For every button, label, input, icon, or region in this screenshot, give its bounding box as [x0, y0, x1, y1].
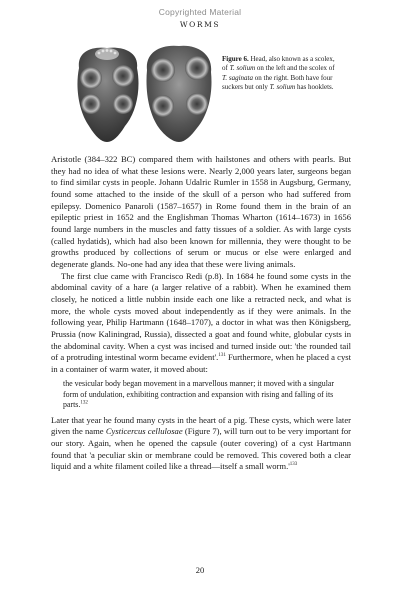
paragraph-2: [51, 271, 351, 376]
caption-text-2: on the left and the scolex of: [255, 64, 335, 73]
page-number: 20: [195, 565, 205, 575]
paragraph-1: Aristotle (384–322 BC) compared them with hailstones and others with pearls. But they had no idea of what these lesions were. Nearly 2,000 years later, surgeons began to find similar cysts in people. Johann Udalric Rumler in 1558 in Augsburg, Germany, found some attached to the inside of the skull of a person who had suffered from epilepsy. Domenico Panaroli (1587–1657) in Rome found them in the brain of an epileptic priest in 1652 and the Englishman Thomas Wharton (1614–1673) in 1656 found large numbers in the muscles and fatty tissues of a soldier. As with large cysts (called hydatids), which had also been known for millennia, they were thought to be growths produced by collections of serum or mucus or else were enlarged and degenerate glands. No-one had any idea that these were living animals.: [51, 154, 351, 269]
paragraph-3-text-b: (Figure 7), will turn out to be very important for our story. Again, when he opened the capsule (outer covering) of a cyst Hartmann found that 'a peculiar skin or membrane could be removed. This covered both a clear liquid and a white filament coiled like a thread—itself a small worm.': [51, 426, 351, 472]
paragraph-3-text-a: Later that year he found many cysts in the heart of a pig. These cysts, which were later given the name: [51, 414, 351, 437]
caption-text-3: on the right. Both have four suckers but only: [222, 73, 333, 92]
footnote-ref-133[interactable]: 133: [289, 462, 298, 468]
scolex-t-solium: [77, 48, 138, 142]
caption-text-4: has hooklets.: [295, 83, 334, 92]
running-head: WORMS: [179, 20, 221, 29]
copyright-watermark: Copyrighted Material: [158, 7, 242, 17]
figure-caption: [222, 55, 336, 93]
block-quote-text: the vesicular body began movement in a marvellous manner; it moved with a singular form of undulation, exhibiting contraction and expansion with rising and falling of its parts.: [63, 379, 335, 410]
species-name: Cysticercus cellulosae: [105, 426, 183, 437]
figure-label: Figure 6.: [222, 55, 249, 63]
body-text: [51, 154, 351, 473]
caption-species-1: T. solium: [229, 64, 256, 73]
block-quote: [63, 379, 339, 410]
figure-6-scolex-image: [73, 40, 215, 144]
paragraph-3: [51, 415, 351, 473]
scolex-t-saginata: [147, 46, 212, 142]
caption-species-3: T. solium: [269, 83, 296, 92]
paragraph-2-continued: Furthermore, when he placed a cyst in a container of warm water, it moved about:: [51, 352, 351, 374]
caption-species-2: T. saginata: [222, 73, 253, 82]
caption-text-1: Head, also known as a scolex, of: [222, 55, 335, 73]
footnote-ref-132[interactable]: 132: [80, 400, 88, 406]
paragraph-2-text: The first clue came with Francisco Redi (p.8). In 1684 he found some cysts in the abdominal cavity of a hare (a larger relative of a rabbit). When he examined them closely, he noticed a little nubbin inside each one like a retracted neck, and what is more, the whole cysts moved about independently as if they were animals. In the following year, Philip Hartmann (1648–1707), a doctor in what was then Königsberg, Prussia (now Kaliningrad, Russia), dissected a goat and found white, globular cysts in the abdominal cavity. When a cyst was incised and turned inside out: 'the rounded tail of a protruding intestinal worm became evident'.: [51, 270, 351, 363]
footnote-ref-131[interactable]: 131: [218, 353, 226, 359]
